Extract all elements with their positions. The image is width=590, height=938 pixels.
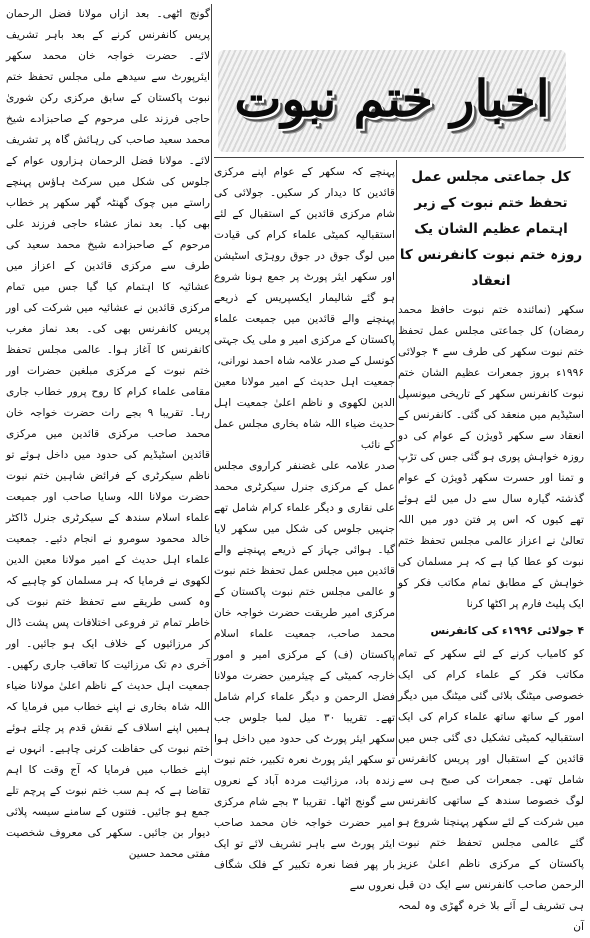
masthead-title: اخبار ختم نبوت — [234, 69, 550, 128]
article-paragraph: سکھر (نمائندہ ختم نبوت حافظ محمد رمضان) کل جماعتی مجلس عمل تحفظ ختم نبوت سکھر کی طرف سے ۴ جولائی ۱۹۹۶ء بروز جمعرات عظیم الشان ختم نبوت کانفرنس سکھر کے تاریخی میونسپل اسٹیڈیم میں منعقد کی گئی۔ کانفرنس کے انعقاد سے سکھر ڈویژن کے عوام کی دو روزہ خواہش پوری ہو گئی جس کی تڑپ و تمنا اور حسرت سکھر ڈویژن کے عوام گذشتہ گیارہ سال سے دل میں لئے ہوئے تھے کیوں کہ اس پر فتن دور میں اللہ تعالیٰ نے اعزاز عالمی مجلس تحفظ ختم نبوت کو عطا کیا ہے کہ ہر مسلمان کی خواہش کے مطابق تمام مکاتب فکر کو ایک پلیٹ فارم پر اکٹھا کرنا — [398, 304, 584, 610]
masthead — [218, 50, 566, 152]
article-paragraph: جمعیت اہل حدیث کے امیر مولانا معین الدین لکھوی و ناظم اعلیٰ جمعیت اہل حدیث ضیاء اللہ شاہ بخاری مجلس عمل کے نائب — [214, 376, 395, 451]
middle-column — [214, 162, 395, 892]
article-subhead: ۴ جولائی ۱۹۹۶ء کی کانفرنس — [430, 625, 584, 637]
article-paragraph: پہنچے کہ سکھر کے عوام اپنے مرکزی قائدین کا دیدار کر سکیں۔ جولائی کی شام مرکزی قائدین کے استقبال کے لئے استقبالیہ کمیٹی علماء کرام کی قیادت میں لوگ جوق در جوق روہڑی اسٹیشن اور سکھر ایئر پورٹ پر جمع ہونا شروع ہو گئے شالیمار ایکسپریس کے ذریعے پہنچنے والے قائدین میں جمیعت علماء پاکستان کے مرکزی امیر و ملی یک جہتی کونسل کے صدر علامہ شاہ احمد نورانی، — [214, 166, 395, 367]
article-paragraph: صدر علامہ علی غضنفر کراروی مجلس عمل کے مرکزی جنرل سیکرٹری محمد علی نقاری و دیگر علماء کرام شامل تھے جنہیں جلوس کی شکل میں سکھر لایا گیا۔ ہوائی جہاز کے ذریعے پہنچنے والے قائدین میں مجلس عمل تحفظ ختم نبوت و عالمی مجلس ختم نبوت پاکستان کے مرکزی امیر طریقت حضرت خواجہ خان محمد صاحب، جمعیت علماء اسلام پاکستان (ف) کے مرکزی امیر و امور خارجہ کمیٹی کے چیئرمین حضرت مولانا فضل الرحمن و دیگر علماء کرام شامل تھے۔ تقریبا ۳۰ میل لمبا جلوس جب سکھر ایئر پورٹ کی حدود میں داخل ہوا تو سکھر ایئر پورٹ نعرہ تکبیر، ختم نبوت زندہ باد، مرزائیت مردہ آباد کے نعروں سے گونج اٹھا۔ تقریبا ۳ بجے شام مرکزی امیر حضرت خواجہ خان محمد صاحب ایئر پورٹ سے باہر تشریف لائے تو ایک بار پھر فضا نعرہ تکبیر کے فلک شگاف نعروں سے — [214, 460, 395, 892]
right-column — [398, 162, 584, 933]
column-divider-left — [211, 4, 212, 756]
masthead-divider — [214, 157, 584, 158]
left-column — [6, 4, 210, 860]
article-paragraph: کو کامیاب کرنے کے لئے سکھر کے تمام مکاتب فکر کے علماء کرام کی ایک خصوصی میٹنگ بلائی گئی میٹنگ میں دیگر امور کے ساتھ ساتھ علماء کرام کی ایک استقبالیہ کمیٹی تشکیل دی گئی جس میں قائدین کے استقبال اور پریس کانفرنس شامل تھی۔ جمعرات کی صبح ہی سے لوگ خصوصا سندھ کے ساتھی کانفرنس میں شرکت کے لئے سکھر پہنچنا شروع ہو گئے عالمی مجلس تحفظ ختم نبوت پاکستان کے مرکزی ناظم اعلیٰ عزیز الرحمن صاحب کانفرنس سے ایک دن قبل ہی تشریف لے آئے بلا خرہ گھڑی وہ لمحہ آن — [398, 648, 584, 933]
column-divider-right — [396, 160, 397, 756]
article-headline: کل جماعتی مجلس عمل تحفظ ختم نبوت کے زیر اہتمام عظیم الشان یک روزہ ختم نبوت کانفرنس کا انعقاد — [399, 169, 583, 289]
article-paragraph: گونج اٹھی۔ بعد ازاں مولانا فضل الرحمان پریس کانفرنس کرنے کے بعد باہر تشریف لائے۔ حضرت خواجہ خان محمد سکھر ایئرپورٹ سے سیدھے ملی مجلس تحفظ ختم نبوت پاکستان کے سابق مرکزی رکن شوریٰ حاجی فرزند علی مرحوم کے صاحبزادے شیخ محمد سعید صاحب کی رہائش گاہ پر تشریف لائے۔ مولانا فضل الرحمان ہزاروں عوام کے جلوس کی شکل میں سرکٹ ہاؤس پہنچے راستے میں چوک گھنٹہ گھر سکھر پر خطاب بھی کیا۔ بعد نماز عشاء حاجی فرزند علی مرحوم کے صاحبزادے شیخ محمد سعید کی طرف سے مرکزی قائدین کے اعزاز میں عشائیہ کا اہتمام کیا گیا جس میں تمام مرکزی قائدین نے عشائیہ میں شرکت کی اور پریس کانفرنس بھی کی۔ بعد نماز مغرب کانفرنس کا آغاز ہوا۔ عالمی مجلس تحفظ ختم نبوت کے مرکزی مبلغین حضرات اور مقامی علماء کرام کا روح پرور خطاب جاری رہا۔ تقریبا ۹ بجے رات حضرت خواجہ خان محمد صاحب مرکزی قائدین میں مرکزی قائدین اسٹیڈیم کی حدود میں داخل ہوئے تو ناظم سیکرٹری کے فرائض شاہین ختم نبوت حضرت مولانا اللہ وسایا صاحب اور جمیعت علماء اسلام سندھ کے سیکرٹری جنرل ڈاکٹر خالد محمود سومرو نے انجام دئیے۔ جمعیت علماء اہل حدیث کے امیر مولانا معین الدین لکھوی نے فرمایا کہ ہر مسلمان کو چاہیے کہ وہ کسی طریقے سے تحفظ ختم نبوت کی خاطر تمام تر فروعی اختلافات پس پشت ڈال کر مرزائیوں کے خلاف ایک ہو جائیں۔ اور آخری دم تک مرزائیت کا تعاقب جاری رکھیں۔ جمعیت اہل حدیث کے ناظم اعلیٰ مولانا ضیاء اللہ شاہ بخاری نے اپنے خطاب میں فرمایا کہ ہمیں اپنے اسلاف کے نقش قدم پر چلتے ہوئے ختم نبوت کی حفاظت کرنی چاہیے۔ انہوں نے اپنے خطاب میں فرمایا کہ آج وقت کا اہم تقاضا ہے کہ ہم سب ختم نبوت کے پرچم تلے جمع ہو جائیں۔ فتنوں کے سامنے سیسہ پلائی دیوار بن جائیں۔ سکھر کی معروف شخصیت مفتی محمد حسین — [6, 8, 210, 860]
